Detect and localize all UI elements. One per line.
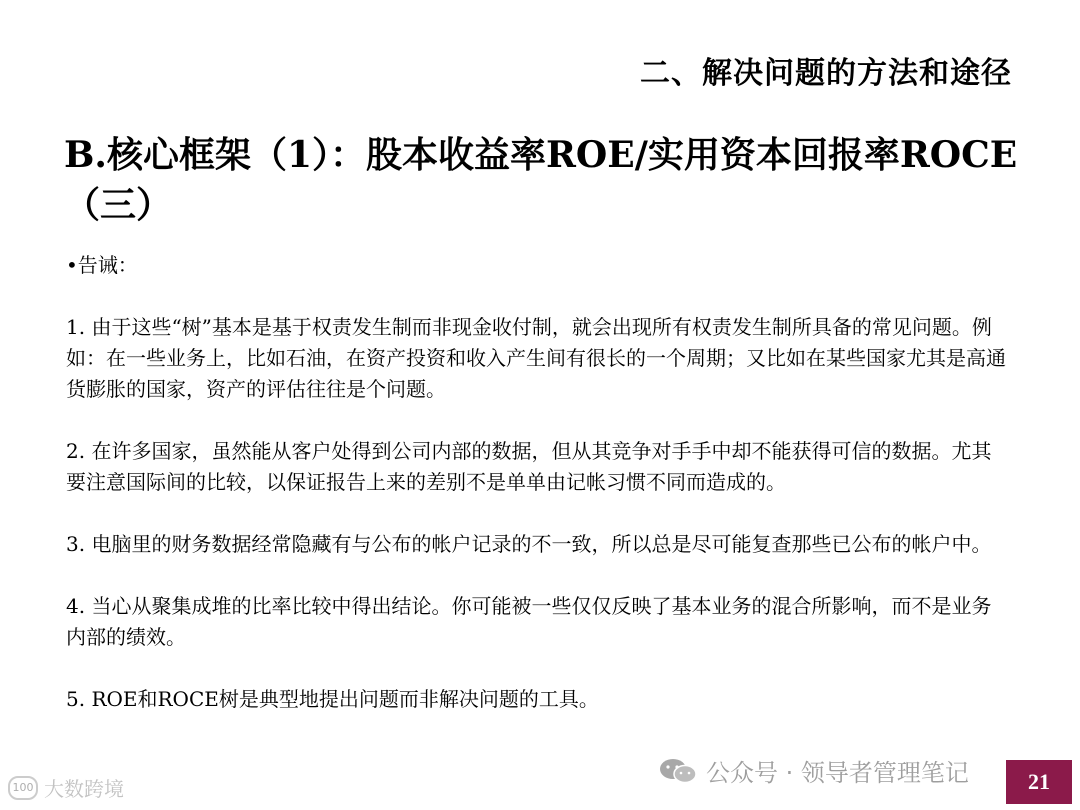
source-mark <box>8 773 124 802</box>
list-item: 1. 由于这些“树”基本是基于权责发生制而非现金收付制，就会出现所有权责发生制所具备的常见问题。例如：在一些业务上，比如石油，在资产投资和收入产生间有很长的一个周期；又比如在某些国家尤其是高通货膨胀的国家，资产的评估往往是个问题。 <box>66 315 1006 401</box>
list-item: 2. 在许多国家，虽然能从客户处得到公司内部的数据，但从其竞争对手手中却不能获得可信的数据。尤其要注意国际间的比较，以保证报告上来的差别不是单单由记帐习惯不同而造成的。 <box>66 439 992 494</box>
watermark <box>658 753 969 788</box>
slide-content <box>66 250 1011 746</box>
list-item: 4. 当心从聚集成堆的比率比较中得出结论。你可能被一些仅仅反映了基本业务的混合所影响，而不是业务内部的绩效。 <box>66 594 992 649</box>
source-logo-icon: 100 <box>8 776 38 800</box>
list-item: 5. ROE和ROCE树是典型地提出问题而非解决问题的工具。 <box>66 687 599 711</box>
page-number: 21 <box>1006 760 1072 804</box>
intro-label: •告诫： <box>66 253 138 277</box>
section-title: 二、解决问题的方法和途径 <box>640 56 1012 91</box>
source-mark-text: 大数跨境 <box>44 777 124 801</box>
list-item: 3. 电脑里的财务数据经常隐藏有与公布的帐户记录的不一致，所以总是尽可能复查那些已公布的帐户中。 <box>66 532 992 556</box>
wechat-icon <box>658 757 698 785</box>
watermark-text: 公众号 · 领导者管理笔记 <box>706 759 969 787</box>
slide-title: B.核心框架（1）：股本收益率ROE/实用资本回报率ROCE（三） <box>64 134 1018 226</box>
